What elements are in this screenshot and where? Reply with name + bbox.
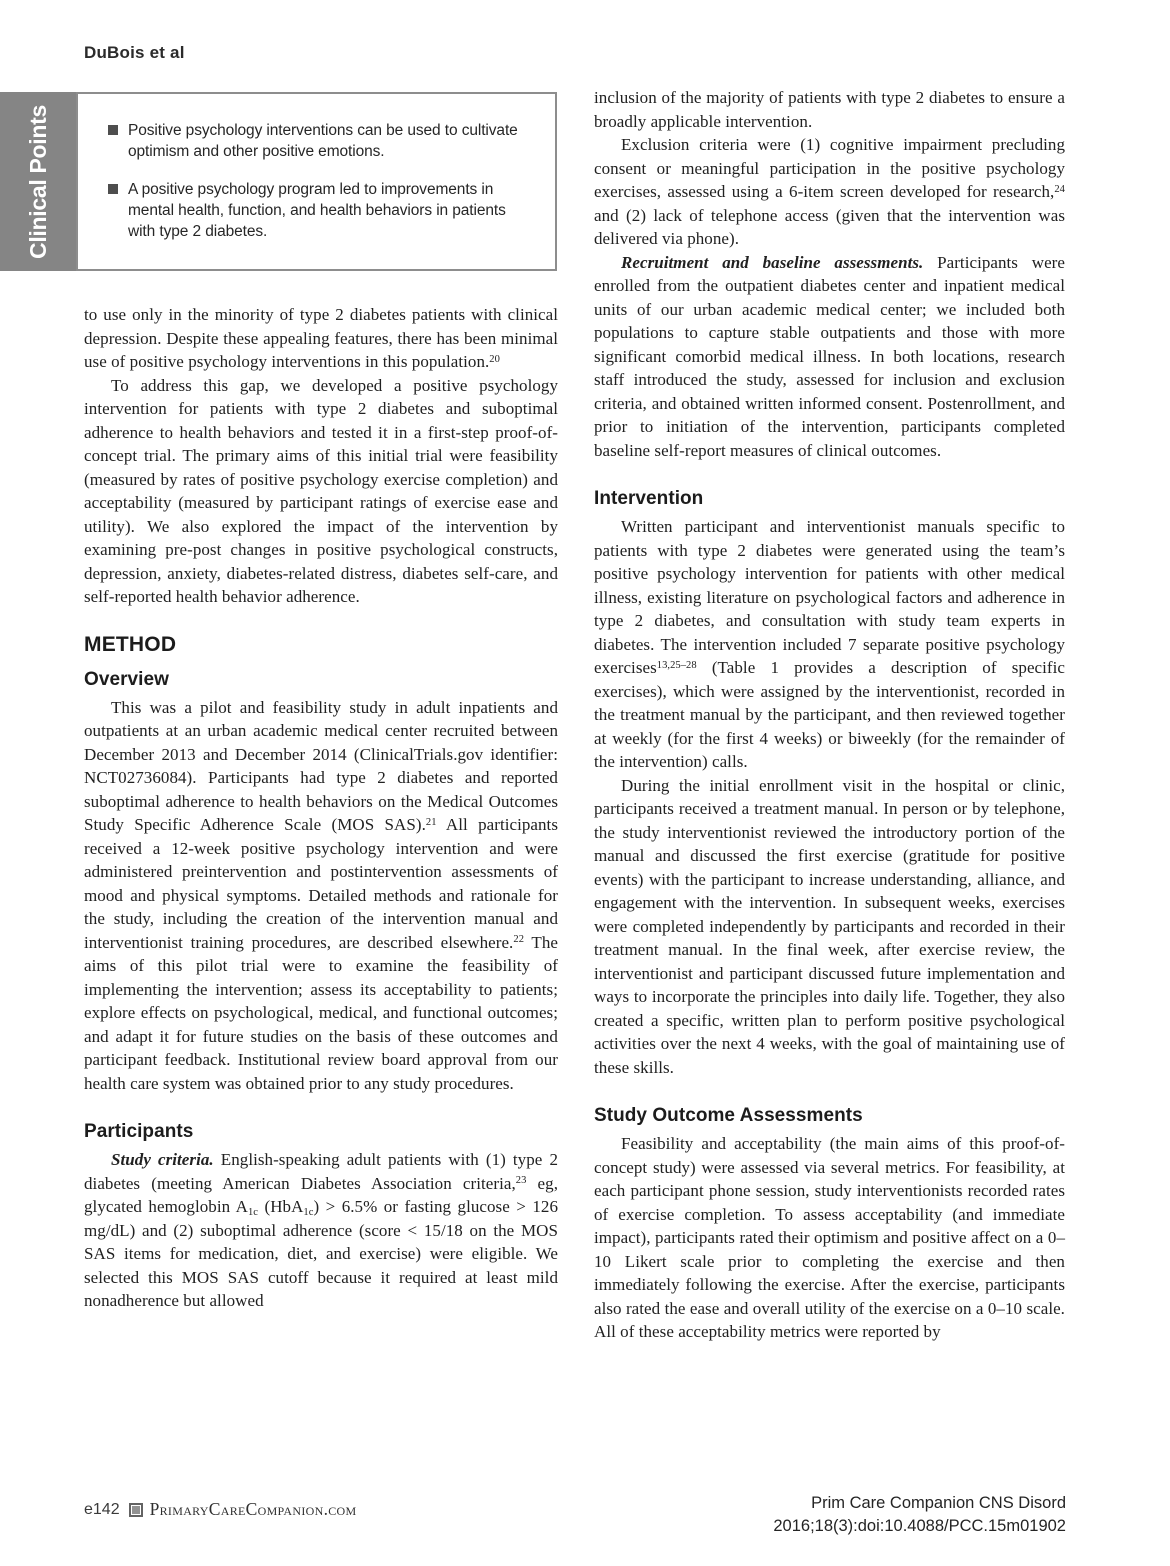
paragraph: During the initial enrollment visit in the hospital or clinic, participants received a treatment manual. In person or by telephone, the study interventionist reviewed the introductory portion of the manual and discussed the first exercise (gratitude for positive events) with the participant to increase understanding, alliance, and engagement with the intervention. In subsequent weeks, exercises were completed independently by participants and recorded in their treatment manual. In the final week, after exercise review, the interventionist and participant discussed future implementation and ways to incorporate the principles into daily life. Together, they also created a specific, written plan to perform positive psychological activities over the next 4 weeks, with the goal of maintaining use of these skills. [594, 775, 1065, 1077]
paragraph-continuation: inclusion of the majority of patients with type 2 diabetes to ensure a broadly applicable intervention. [594, 88, 1065, 131]
reference-superscript: 22 [513, 934, 525, 946]
paragraph: To address this gap, we developed a positive psychology intervention for patients with type 2 diabetes and suboptimal adherence to health behaviors and tested it in a first-step proof-of-concept trial. The primary aims of this initial trial were feasibility (measured by rates of positive psychology exercise completion) and acceptability (measured by participant ratings of exercise ease and utility). We also explored the impact of the intervention by examining pre-post changes in positive psychological constructs, depression, anxiety, diabetes-related distress, diabetes self-care, and self-reported health behavior adherence. [84, 375, 558, 606]
journal-website: PrimaryCareCompanion.com [149, 1499, 357, 1519]
footer-left [84, 1499, 357, 1520]
page-number: e142 [84, 1500, 120, 1518]
reference-superscript: 21 [425, 816, 437, 828]
left-column [84, 303, 558, 1313]
paragraph-text: Participants were enrolled from the outpatient diabetes center and inpatient medical units of our urban academic medical center; we included both populations to capture stable outpatients and those with more significant comorbid medical illness. In both locations, research staff introduced the study, assessed for inclusion and exclusion criteria, and obtained written informed consent. Postenrollment, and prior to initiation of the intervention, participants completed baseline self-report measures of clinical outcomes. [594, 252, 1065, 460]
subsection-heading-study-outcome-assessments: Study Outcome Assessments [594, 1105, 863, 1126]
paragraph [84, 1148, 558, 1313]
paragraph-text: ) > 6.5% or fasting glucose > 126 mg/dL) and (2) suboptimal adherence (score < 15/18 on the MOS SAS items for medication, diet, and exercise) were eligible. We selected this MOS SAS cutoff because it required at least mild nonadherence but allowed [84, 1197, 558, 1310]
chemical-subscript: 1c [303, 1206, 314, 1218]
paragraph-text: (Table 1 provides a description of specific exercises), which were assigned by the interventionist, recorded in the treatment manual by the participant, and then reviewed together at weekly (for the first 4 weeks) or biweekly (for the remainder of the intervention) calls. [594, 658, 1065, 771]
running-head: DuBois et al [84, 43, 185, 62]
clinical-points-sidebar [0, 92, 76, 271]
paragraph-text: (HbA [258, 1197, 304, 1216]
paragraph-text: Written participant and interventionist manuals specific to patients with type 2 diabetes were generated using the team’s positive psychology intervention for patients with other medical illness, existing literature on psychological factors and adherence in type 2 diabetes, and consultation with study team experts in diabetes. The intervention included 7 separate positive psychology exercises [594, 517, 1065, 677]
paragraph [594, 133, 1065, 251]
run-in-heading: Recruitment and baseline assessments. [621, 252, 924, 272]
clinical-points-box [76, 92, 557, 271]
clinical-point-text: A positive psychology program led to improvements in mental health, function, and health behaviors in patients with type 2 diabetes. [128, 181, 506, 240]
paragraph-text: eg, glycated hemoglobin A [84, 1173, 558, 1216]
paragraph: Feasibility and acceptability (the main aims of this proof-of-concept study) were assessed via several metrics. For feasibility, at each participant phone session, study interventionists recorded rates of exercise completion. To assess acceptability (and immediate impact), participants rated their optimism and positive affect on a 0–10 Likert scale prior to completing the exercise and then immediately following the exercise. After the exercise, participants also rated the ease and overall utility of the exercise on a 0–10 scale. All of these acceptability metrics were reported by [594, 1134, 1065, 1341]
reference-superscript: 13,25–28 [656, 659, 697, 671]
paragraph-text: Exclusion criteria were (1) cognitive impairment precluding consent or meaningful participation in the positive psychology exercises, assessed using a 6-item screen developed for research, [594, 135, 1065, 201]
chemical-subscript: 1c [247, 1206, 259, 1218]
paragraph [84, 696, 558, 1096]
reference-superscript: 24 [1054, 183, 1065, 195]
reference-superscript: 23 [515, 1175, 527, 1187]
subsection-heading-intervention: Intervention [594, 488, 704, 509]
journal-citation-doi: 2016;18(3):doi:10.4088/PCC.15m01902 [773, 1517, 1066, 1535]
section-heading-method: METHOD [84, 632, 177, 656]
paragraph-continuation [84, 303, 558, 374]
clinical-point-text: Positive psychology interventions can be used to cultivate optimism and other positive emotions. [128, 122, 518, 160]
paragraph [594, 251, 1065, 463]
subsection-heading-participants: Participants [84, 1121, 194, 1142]
journal-citation-name: Prim Care Companion CNS Disord [811, 1494, 1066, 1512]
paragraph [594, 515, 1065, 774]
paragraph-text: The aims of this pilot trial were to examine the feasibility of implementing the intervention; assess its acceptability to patients; explore effects on psychological, medical, and functional outcomes; and adapt it for future studies on the basis of these outcomes and participant feedback. Institutional review board approval from our health care system was obtained prior to any study procedures. [84, 932, 558, 1093]
clinical-point-item [108, 120, 527, 162]
paragraph-text: English-speaking adult patients with (1) type 2 diabetes (meeting American Diabetes Association criteria, [84, 1150, 558, 1193]
subsection-heading-overview: Overview [84, 668, 169, 690]
paragraph-text: to use only in the minority of type 2 diabetes patients with clinical depression. Despite these appealing features, there has been minimal use of positive psychology interventions in this population. [84, 305, 558, 371]
square-bullet-icon [108, 125, 118, 135]
paragraph-text: and (2) lack of telephone access (given that the intervention was delivered via phone). [594, 205, 1065, 248]
reference-superscript: 20 [489, 353, 500, 365]
journal-square-icon [129, 1503, 143, 1517]
paragraph-text: This was a pilot and feasibility study in adult inpatients and outpatients at an urban academic medical center recruited between December 2013 and December 2014 (ClinicalTrials.gov identifier: NCT02736084). Participants had type 2 diabetes and reported suboptimal adherence to health behaviors on the Medical Outcomes Study Specific Adherence Scale (MOS SAS). [84, 697, 558, 834]
clinical-point-item [108, 179, 527, 242]
footer-right [773, 1492, 1066, 1538]
run-in-heading: Study criteria. [111, 1150, 214, 1169]
paragraph-text: All participants received a 12-week positive psychology intervention and were administered preintervention and postintervention assessments of mood and physical symptoms. Detailed methods and rationale for the study, including the creation of the intervention manual and interventionist training procedures, are described elsewhere. [84, 815, 558, 952]
clinical-points-label: Clinical Points [24, 104, 51, 259]
right-column [594, 86, 1065, 1344]
square-bullet-icon [108, 184, 118, 194]
